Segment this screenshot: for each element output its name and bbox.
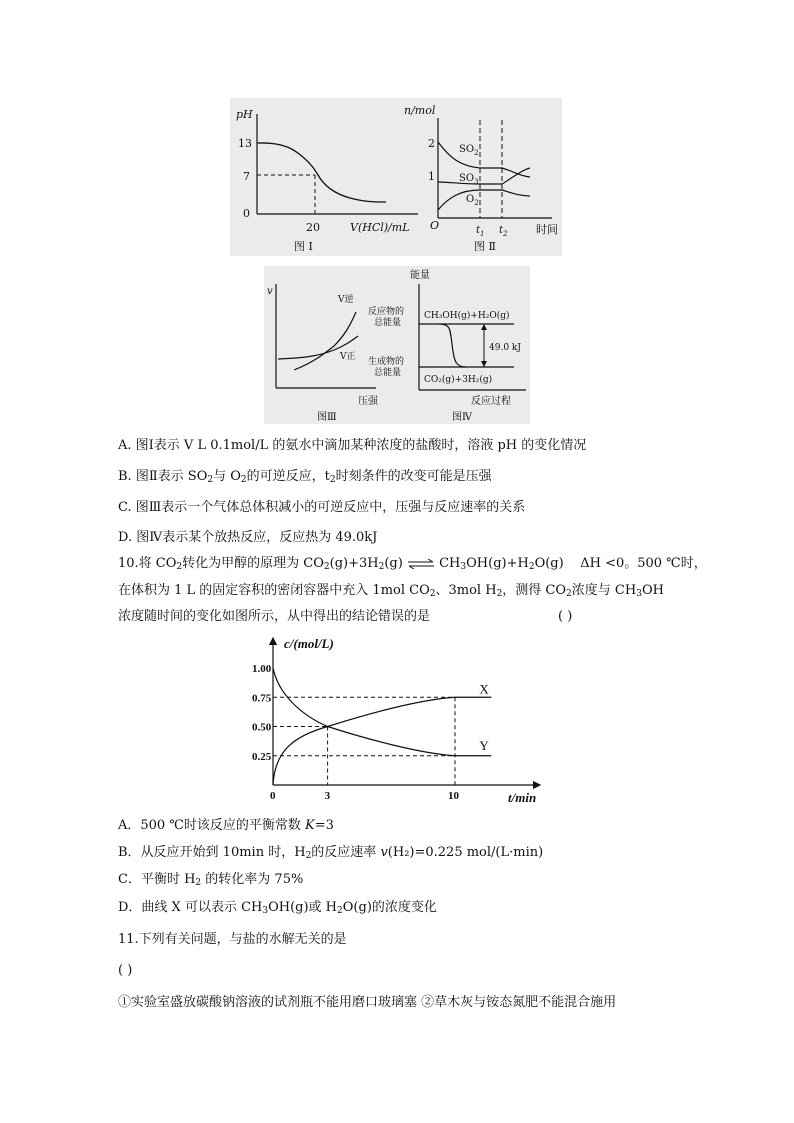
fig1-y-tick-7: 7 bbox=[243, 170, 250, 183]
q10-option-b: B．从反应开始到 10min 时，$H_2$的反应速率 v(H₂)=0.225 mol/(L·min) bbox=[118, 845, 544, 861]
series-x-label: X bbox=[479, 681, 489, 697]
fig4-products-formula: CO₂(g)+3H₂(g) bbox=[424, 375, 493, 385]
fig2-caption: 图 Ⅱ bbox=[474, 240, 496, 253]
chart-y-ticks bbox=[252, 663, 272, 763]
fig4-x-axis-label: 反应过程 bbox=[471, 396, 511, 407]
series-y-label: Y bbox=[479, 737, 489, 753]
fig4-reactant-label-1: 反应物的 bbox=[368, 307, 405, 317]
fig3-y-axis-label: v bbox=[267, 286, 273, 297]
chart-y-label-text: c/(mol/L) bbox=[284, 636, 334, 651]
fig1-y-tick-0: 0 bbox=[243, 207, 250, 220]
q10-option-a: A．500 ℃时该反应的平衡常数 K=3 bbox=[118, 818, 334, 833]
figure-4 bbox=[368, 268, 526, 423]
q9-option-d: D. 图Ⅳ表示某个放热反应，反应热为 49.0kJ bbox=[118, 530, 378, 545]
series-y-curve bbox=[273, 668, 491, 756]
fig2-y-axis-label: n/mol bbox=[404, 104, 436, 117]
fig2-label-so3: $SO_3$ bbox=[459, 173, 479, 186]
fig2-label-so2: $SO_2$ bbox=[459, 144, 479, 157]
fig3-caption: 图Ⅲ bbox=[317, 412, 337, 423]
q11-answer-blank[interactable]: ( ) bbox=[118, 963, 133, 978]
x-tick-label: 0 bbox=[270, 790, 276, 802]
series-x-curve bbox=[273, 697, 491, 785]
q9-option-a: A. 图Ⅰ表示 V L 0.1mol/L 的氨水中滴加某种浓度的盐酸时，溶液 pH 的变化情况 bbox=[118, 438, 587, 453]
figure-panel-1-2 bbox=[230, 98, 562, 256]
fig4-reactants-formula: CH₃OH(g)+H₂O(g) bbox=[424, 311, 510, 321]
fig1-y-axis-label: pH bbox=[236, 108, 253, 121]
fig4-caption: 图Ⅳ bbox=[452, 412, 472, 423]
fig2-x-axis-label: 时间 bbox=[536, 223, 558, 236]
fig2-o2-curve bbox=[438, 190, 530, 210]
fig4-product-label-2: 总能量 bbox=[374, 368, 402, 378]
fig2-y-tick-2: 2 bbox=[428, 137, 435, 150]
fig2-label-o2: $O_2$ bbox=[466, 194, 479, 207]
fig2-t1-label: $t_1$ bbox=[476, 225, 485, 238]
q9-option-c: C. 图Ⅲ表示一个气体总体积减小的可逆反应中，压强与反应速率的关系 bbox=[118, 500, 526, 515]
figure-1 bbox=[236, 108, 418, 253]
fig2-so2-curve bbox=[438, 142, 530, 177]
q9-option-b: B. 图Ⅱ表示 $SO_2$与 $O_2$的可逆反应，$t_2$时刻条件的改变可能是压强 bbox=[118, 469, 492, 485]
fig1-x-tick-20: 20 bbox=[306, 221, 320, 234]
fig4-y-axis-label: 能量 bbox=[410, 270, 430, 281]
fig4-delta-label: 49.0 kJ bbox=[489, 343, 521, 353]
figure-2 bbox=[404, 104, 558, 253]
x-tick-label: 10 bbox=[448, 790, 459, 802]
y-tick-label: 0.25 bbox=[252, 750, 272, 763]
fig1-ph-curve bbox=[257, 143, 386, 202]
y-tick-label: 1.00 bbox=[252, 663, 272, 675]
fig2-origin: O bbox=[430, 219, 440, 232]
fig2-t2-label: $t_2$ bbox=[499, 225, 508, 238]
chart-x-label: t/min bbox=[508, 790, 537, 805]
figures-3-4 bbox=[264, 266, 530, 424]
y-tick-label: 0.75 bbox=[252, 692, 272, 705]
fig4-reaction-curve bbox=[439, 324, 466, 367]
fig3-x-axis-label: 压强 bbox=[358, 396, 378, 407]
q10-stem-line-3: 浓度随时间的变化如图所示，从中得出的结论错误的是 ( ) bbox=[118, 609, 573, 624]
figures-1-2 bbox=[230, 98, 562, 256]
fig1-x-axis-label: V(HCl)/mL bbox=[350, 221, 410, 234]
figure-panel-3-4 bbox=[264, 266, 530, 424]
fig3-label-v-reverse: V逆 bbox=[338, 295, 354, 305]
chart-x-ticks bbox=[270, 790, 460, 802]
fig3-label-v-forward: V正 bbox=[340, 352, 356, 362]
fig2-so3-curve bbox=[438, 168, 530, 184]
chart-y-label bbox=[284, 636, 334, 651]
fig1-y-tick-13: 13 bbox=[238, 137, 252, 150]
q10-option-d: D．曲线 X 可以表示 $CH_3OH(g)$或 $H_2O(g)$的浓度变化 bbox=[118, 900, 437, 916]
q11-stem: 11.下列有关问题，与盐的水解无关的是 bbox=[118, 932, 347, 947]
q10-answer-blank[interactable]: ( ) bbox=[558, 609, 573, 624]
figure-3 bbox=[267, 284, 379, 423]
q10-stem-line-1: 10.将 $CO_2$转化为甲醇的原理为 $CO_2(g)+3H_2(g)$ $CH_3OH(g)+H_2O(g)$ ΔH <0。500 ℃时， bbox=[118, 556, 707, 572]
x-tick-label: 3 bbox=[324, 790, 331, 802]
q11-items: ①实验室盛放碳酸钠溶液的试剂瓶不能用磨口玻璃塞 ②草木灰与铵态氮肥不能混合施用 bbox=[118, 995, 617, 1010]
fig4-product-label-1: 生成物的 bbox=[368, 357, 405, 367]
fig4-reactant-label-2: 总能量 bbox=[374, 318, 402, 328]
fig2-y-tick-1: 1 bbox=[428, 170, 435, 183]
fig1-caption: 图 Ⅰ bbox=[294, 240, 313, 253]
y-tick-label: 0.50 bbox=[252, 721, 272, 734]
q10-option-c: C．平衡时 $H_2$ 的转化率为 75% bbox=[118, 872, 304, 888]
q10-concentration-chart bbox=[240, 630, 560, 810]
equilibrium-arrow-icon bbox=[407, 559, 435, 569]
q10-stem-line-2: 在体积为 1 L 的固定容积的密闭容器中充入 1mol $CO_2$、3mol $H_2$，测得 $CO_2$浓度与 $CH_3OH$ bbox=[118, 583, 664, 599]
